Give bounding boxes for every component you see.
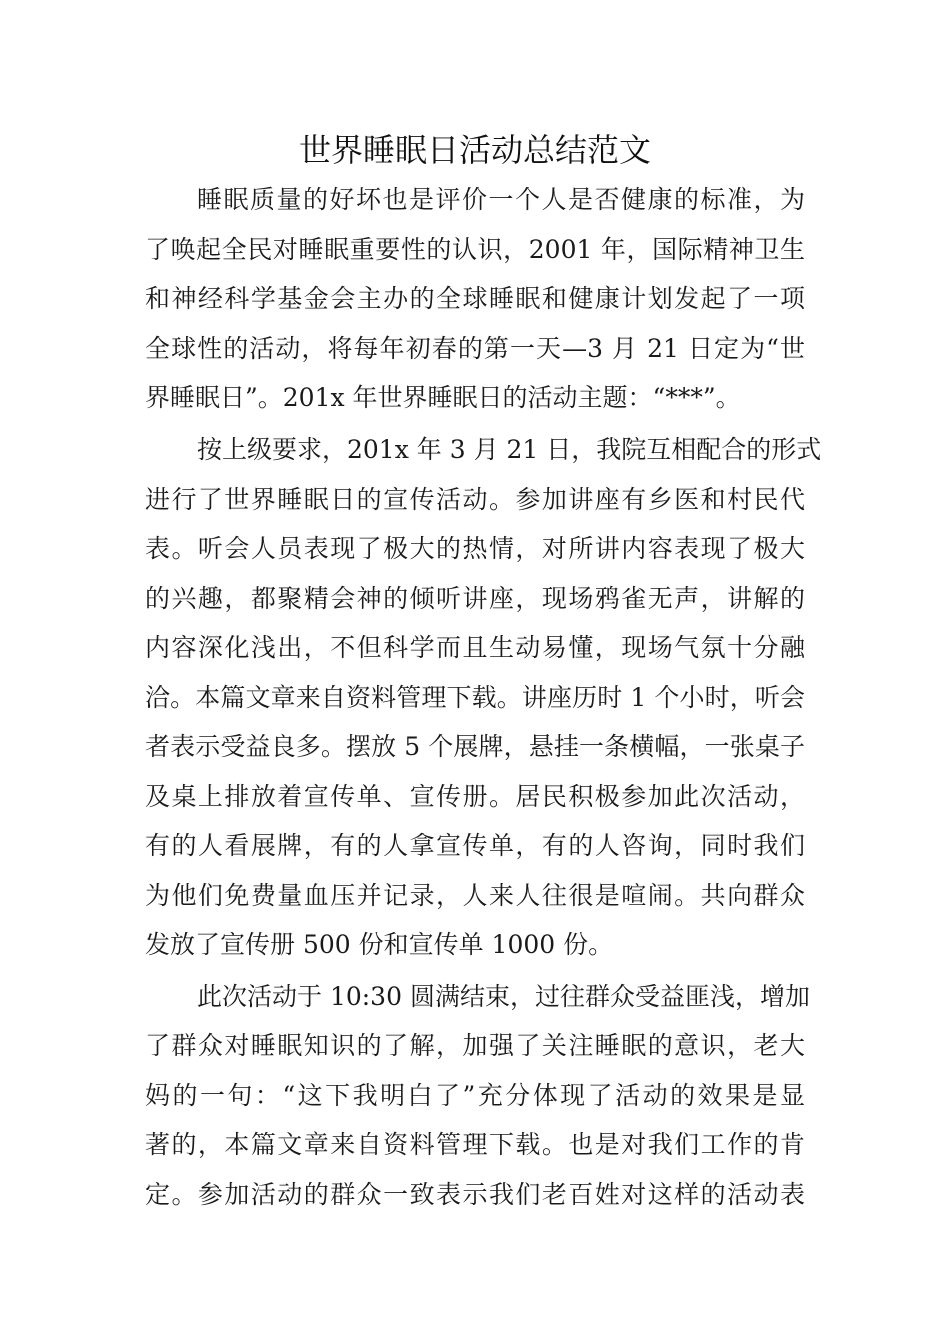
paragraph-3-line-5: 定。参加活动的群众一致表示我们老百姓对这样的活动表 [145, 1180, 805, 1209]
paragraph-2-line-6: 洽。本篇文章来自资料管理下载。讲座历时 1 个小时，听会 [145, 683, 805, 712]
paragraph-3-line-4: 著的，本篇文章来自资料管理下载。也是对我们工作的肯 [145, 1130, 805, 1159]
paragraph-1-line-2: 了唤起全民对睡眠重要性的认识，2001 年，国际精神卫生 [145, 235, 805, 264]
paragraph-1-line-1: 睡眠质量的好坏也是评价一个人是否健康的标准，为 [197, 185, 805, 214]
paragraph-2-line-4: 的兴趣，都聚精会神的倾听讲座，现场鸦雀无声，讲解的 [145, 584, 805, 613]
paragraph-3-line-2: 了群众对睡眠知识的了解，加强了关注睡眠的意识，老大 [145, 1031, 805, 1060]
document-title: 世界睡眠日活动总结范文 [298, 131, 651, 169]
paragraph-2-line-7: 者表示受益良多。摆放 5 个展牌，悬挂一条横幅，一张桌子 [145, 732, 805, 761]
paragraph-2-line-10: 为他们免费量血压并记录，人来人往很是喧闹。共向群众 [145, 881, 805, 910]
paragraph-2-line-1: 按上级要求，201x 年 3 月 21 日，我院互相配合的形式 [197, 435, 822, 464]
paragraph-1-line-3: 和神经科学基金会主办的全球睡眠和健康计划发起了一项 [145, 284, 805, 313]
paragraph-3-line-1: 此次活动于 10:30 圆满结束，过往群众受益匪浅，增加 [197, 982, 810, 1011]
paragraph-3-line-3: 妈的一句：“这下我明白了”充分体现了活动的效果是显 [145, 1081, 805, 1110]
paragraph-1-line-4: 全球性的活动，将每年初春的第一天—3 月 21 日定为“世 [145, 334, 805, 363]
paragraph-2-line-11: 发放了宣传册 500 份和宣传单 1000 份。 [145, 930, 614, 959]
paragraph-2-line-9: 有的人看展牌，有的人拿宣传单，有的人咨询，同时我们 [145, 831, 805, 860]
paragraph-2-line-8: 及桌上排放着宣传单、宣传册。居民积极参加此次活动， [145, 782, 805, 811]
paragraph-2-line-3: 表。听会人员表现了极大的热情，对所讲内容表现了极大 [145, 534, 805, 563]
paragraph-2-line-5: 内容深化浅出，不但科学而且生动易懂，现场气氛十分融 [145, 633, 805, 662]
paragraph-1-line-5: 界睡眠日”。201x 年世界睡眠日的活动主题：“***”。 [145, 383, 741, 412]
paragraph-2-line-2: 进行了世界睡眠日的宣传活动。参加讲座有乡医和村民代 [145, 485, 805, 514]
